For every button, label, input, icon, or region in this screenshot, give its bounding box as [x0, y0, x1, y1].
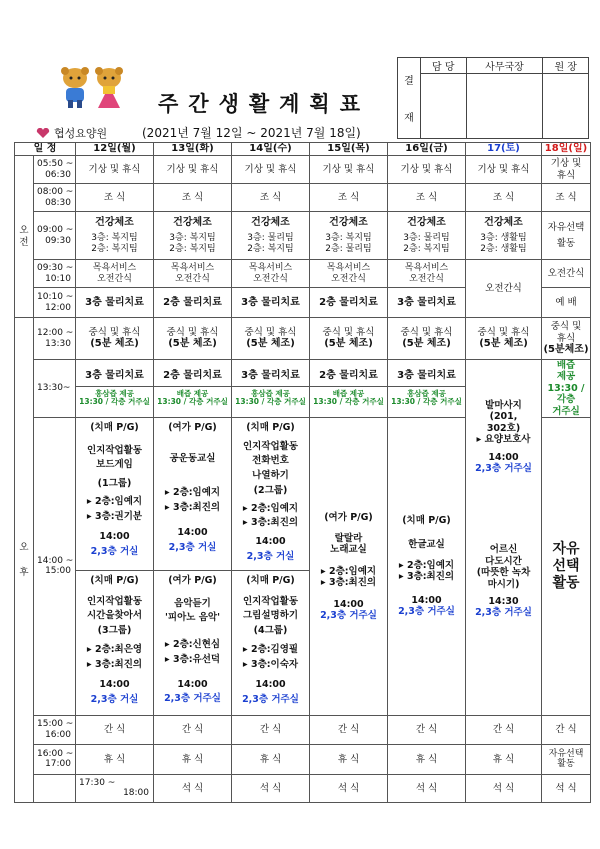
mascot-icon [92, 66, 126, 110]
lunch-line: 중식 및 휴식 [322, 326, 375, 338]
snack-cell: 간 식 [76, 715, 154, 744]
rest-cell: 휴 식 [76, 744, 154, 774]
wake-cell: 기상 및 휴식 [310, 156, 388, 184]
prog-line: (치매 P/G) [246, 574, 295, 586]
day-header: 15일(목) [310, 143, 388, 156]
sat-program-cell [466, 360, 542, 716]
meal-cell: 조 식 [154, 184, 232, 212]
rest-cell: 휴 식 [232, 744, 310, 774]
exercise-cell [232, 212, 310, 260]
prog-line: 14:00 [177, 678, 208, 690]
prog-line: 랄랄라 [334, 532, 363, 544]
prog-location: 2,3층 거주실 [475, 607, 532, 619]
time-start: 17:30 ~ [79, 777, 116, 788]
prog-line: 노래교실 [330, 544, 367, 556]
sign-box[interactable] [466, 74, 543, 139]
meal-cell: 조 식 [466, 184, 542, 212]
dinner-cell: 석 식 [466, 774, 542, 802]
prog-location: 2,3층 거주실 [475, 462, 532, 474]
sun-line: 선택 [552, 558, 580, 575]
exercise-team: 3층: 복지팀 [91, 232, 138, 243]
prog-line: 한글교실 [408, 538, 445, 550]
afternoon-pt-cell [154, 360, 232, 418]
prog-line: (2그룹) [253, 484, 288, 496]
prog-location: 2,3층 거실 [246, 550, 295, 562]
period: (2021년 7월 12일 ~ 2021년 7월 18일) [142, 126, 361, 140]
role-director: 원 장 [543, 58, 589, 74]
sun-line: 활동 [552, 574, 580, 591]
juice-line: 13:30 / 각층 거주실 [235, 397, 306, 407]
juice-line: 13:30 / 각층 거주실 [391, 397, 462, 407]
exercise-team: 3층: 물리팀 [247, 232, 294, 243]
role-secretary: 사무국장 [466, 58, 543, 74]
sun-line: 휴식 [556, 169, 576, 181]
exercise-team: 3층: 생활팀 [480, 232, 527, 243]
exercise-title: 건강체조 [329, 216, 368, 228]
row-wake [15, 156, 591, 184]
period-am [15, 156, 34, 318]
exercise-team: 3층: 복지팀 [169, 232, 216, 243]
prog-line: (1그룹) [97, 478, 132, 490]
prog-line: ▸ 3층:유선덕 [164, 653, 221, 665]
lunch-exercise: (5분 체조) [402, 338, 451, 350]
time-start: 09:30 ~ [37, 262, 74, 273]
prog-line: ▸ 3층:최진의 [320, 577, 377, 589]
sun-line: 제공 [556, 371, 576, 383]
exercise-title: 건강체조 [484, 216, 523, 228]
snack-cell-sun: 간 식 [542, 715, 591, 744]
time-cell [34, 715, 76, 744]
wake-cell: 기상 및 휴식 [466, 156, 542, 184]
prog-line: ▸ 2층:임예지 [242, 502, 299, 514]
bath-cell [154, 260, 232, 288]
spacer [398, 87, 420, 109]
approval-box [397, 57, 589, 139]
time-end: 10:10 [45, 273, 71, 284]
bath-line: 목욕서비스 [404, 262, 449, 273]
sun-line: 활동 [557, 759, 575, 770]
meal-cell: 조 식 [232, 184, 310, 212]
time-start: 10:10 ~ [37, 291, 74, 302]
pt-label: 2층 물리치료 [310, 370, 387, 387]
prog-line: 전화번호 [252, 455, 289, 467]
sun-line: 중식 및 [550, 321, 582, 333]
row-dinner [15, 774, 591, 802]
prog-line: 14:00 [488, 451, 519, 463]
program-bottom [154, 571, 231, 707]
page-title: 주간생활계획표 [158, 92, 371, 116]
prog-line: ▸ 3층:최진의 [86, 658, 143, 670]
sun-line: 기상 및 [550, 158, 582, 170]
row-rest [15, 744, 591, 774]
lunch-line: 중식 및 휴식 [400, 326, 453, 338]
dinner-cell: 석 식 [310, 774, 388, 802]
time-cell [34, 288, 76, 318]
prog-line: '피아노 음악' [164, 612, 220, 624]
prog-line: 음악듣기 [174, 597, 211, 609]
prog-line: (치매 P/G) [90, 421, 139, 433]
exercise-cell [154, 212, 232, 260]
sun-line: 자유선택 [548, 748, 584, 759]
time-start: 15:00 ~ [37, 719, 74, 730]
time-end: 16:00 [45, 729, 71, 740]
time-start: 08:00 ~ [37, 186, 74, 197]
snack-line: 오전간식 [331, 273, 366, 284]
dinner-cell: 석 식 [388, 774, 466, 802]
prog-line: ▸ 3층:이숙자 [242, 658, 299, 670]
prog-line: (여가 P/G) [324, 511, 373, 523]
day-header: 14일(수) [232, 143, 310, 156]
bath-line: 목욕서비스 [326, 262, 371, 273]
sign-box[interactable] [543, 74, 589, 139]
header-row [15, 143, 591, 156]
time-cell [34, 744, 76, 774]
bath-line: 목욕서비스 [248, 262, 293, 273]
bath-line: 목욕서비스 [170, 262, 215, 273]
exercise-title: 건강체조 [407, 216, 446, 228]
prog-location: 2,3층 거주실 [320, 609, 377, 621]
prog-line: (4그룹) [253, 625, 288, 637]
sun-line: 자유선택 [547, 222, 585, 234]
exercise-title: 건강체조 [95, 216, 134, 228]
exercise-cell [466, 212, 542, 260]
juice-line: 흥삼즙 제공 [251, 388, 290, 398]
worship-cell: 예 배 [542, 288, 591, 318]
prog-line: 시간을찾아서 [86, 610, 143, 622]
prog-line: 발마사지 [485, 400, 522, 411]
lunch-exercise: (5분 체조) [324, 338, 373, 350]
approval-side-1: 결 [404, 76, 414, 87]
program-top [232, 418, 309, 571]
program-cell-mon [76, 417, 154, 715]
time-end: 08:30 [45, 197, 71, 208]
sat-snack-cell: 오전간식 [466, 260, 542, 318]
snack-cell: 간 식 [310, 715, 388, 744]
mascot-icon [58, 66, 92, 110]
snack-cell: 간 식 [232, 715, 310, 744]
schedule-header: 일 정 [15, 143, 76, 156]
wake-cell: 기상 및 휴식 [76, 156, 154, 184]
meal-cell: 조 식 [388, 184, 466, 212]
day-header: 12일(월) [76, 143, 154, 156]
exercise-team: 2층: 물리팀 [325, 243, 372, 254]
prog-line: 어르신 [489, 544, 518, 556]
prog-line: 14:00 [255, 679, 286, 691]
pt-label: 2층 물리치료 [154, 370, 231, 387]
lunch-line: 중식 및 휴식 [244, 326, 297, 338]
dinner-cell: 석 식 [542, 774, 591, 802]
sun-line: 각층 [556, 394, 576, 406]
time-cell [34, 318, 76, 360]
sun-line: 배즙 [556, 360, 576, 371]
prog-line: ▸ 2층:김영필 [242, 643, 299, 655]
prog-line: 14:00 [177, 526, 208, 538]
wake-cell: 기상 및 휴식 [388, 156, 466, 184]
prog-line: 302호) [486, 422, 521, 434]
prog-line: 나열하기 [252, 470, 289, 482]
pt-cell: 3층 물리치료 [388, 288, 466, 318]
prog-line: 인지작업활동 [242, 595, 299, 607]
exercise-team: 2층: 복지팀 [169, 243, 216, 254]
time-end: 06:30 [45, 169, 71, 180]
time-start: 14:00 ~ [37, 555, 74, 566]
prog-line: (201, [489, 411, 518, 423]
prog-line: (치매 P/G) [90, 574, 139, 586]
pt-cell: 3층 물리치료 [76, 288, 154, 318]
sun-line: 거주실 [552, 405, 580, 417]
rest-cell-sun [542, 744, 591, 774]
time-cell [34, 260, 76, 288]
prog-line: 마시기) [487, 578, 520, 590]
period-blank [34, 774, 76, 802]
time-start: 12:00 ~ [37, 327, 74, 338]
meal-cell: 조 식 [310, 184, 388, 212]
exercise-cell [76, 212, 154, 260]
sun-line: 13:30 / [547, 382, 585, 394]
exercise-team: 2층: 생활팀 [480, 243, 527, 254]
prog-location: 2,3층 거실 [90, 693, 139, 705]
pt-label: 3층 물리치료 [76, 370, 153, 387]
meal-cell: 조 식 [542, 184, 591, 212]
day-header-sat: 17(토) [466, 143, 542, 156]
schedule-table [14, 142, 591, 803]
prog-line: 인지작업활동 [242, 440, 299, 452]
role-manager: 담 당 [421, 58, 467, 74]
bath-cell [76, 260, 154, 288]
lunch-cell [232, 318, 310, 360]
org-label: 협성요양원 [54, 127, 108, 140]
snack-line: 오전간식 [409, 273, 444, 284]
prog-line: 14:00 [99, 679, 130, 691]
prog-line: (따뜻한 녹차 [476, 567, 531, 579]
rest-cell: 휴 식 [310, 744, 388, 774]
exercise-team: 2층: 복지팀 [91, 243, 138, 254]
period-am-2: 전 [19, 236, 29, 248]
rest-cell: 휴 식 [154, 744, 232, 774]
time-cell [34, 184, 76, 212]
juice-line: 흥삼즙 제공 [95, 388, 134, 398]
afternoon-pt-cell [232, 360, 310, 418]
wake-cell-sun [542, 156, 591, 184]
program-cell-sun [542, 417, 591, 715]
row-lunch [15, 318, 591, 360]
row-snack [15, 715, 591, 744]
juice-line: 흥삼즙 제공 [407, 388, 446, 398]
time-cell [76, 774, 154, 802]
program-top [154, 418, 231, 571]
lunch-line: 중식 및 휴식 [88, 326, 141, 338]
time-start: 05:50 ~ [37, 158, 74, 169]
prog-line: ▸ 2층:신현심 [164, 639, 221, 651]
prog-line: 인지작업활동 [86, 444, 143, 456]
lunch-cell-sun [542, 318, 591, 360]
pt-label: 3층 물리치료 [232, 370, 309, 387]
row-afternoon-pt [15, 360, 591, 418]
prog-line: 14:00 [99, 531, 130, 543]
sun-line: 휴식 [556, 332, 576, 344]
snack-cell: 간 식 [154, 715, 232, 744]
juice-line: 배즙 제공 [176, 388, 209, 398]
juice-line: 배즙 제공 [332, 388, 365, 398]
sun-line: 자유 [552, 541, 580, 558]
juice-line: 13:30 / 각층 거주실 [313, 397, 384, 407]
day-header: 13일(화) [154, 143, 232, 156]
program-cell-thu [310, 417, 388, 715]
lunch-exercise: (5분 체조) [479, 338, 528, 350]
lunch-cell [388, 318, 466, 360]
lunch-line: 중식 및 휴식 [477, 326, 530, 338]
lunch-exercise: (5분 체조) [90, 338, 139, 350]
rest-cell: 휴 식 [388, 744, 466, 774]
approval-side-2: 재 [404, 113, 414, 124]
exercise-cell-sun [542, 212, 591, 260]
sun-juice-cell [542, 360, 591, 418]
afternoon-pt-cell [310, 360, 388, 418]
prog-line: ▸ 요양보호사 [476, 434, 531, 446]
prog-line: 보드게임 [96, 459, 133, 471]
snack-cell: 간 식 [466, 715, 542, 744]
lunch-cell [76, 318, 154, 360]
juice-line: 13:30 / 각층 거주실 [157, 397, 228, 407]
pt-label: 3층 물리치료 [388, 370, 465, 387]
row-breakfast [15, 184, 591, 212]
time-end: 17:00 [45, 759, 71, 770]
prog-line: 그림설명하기 [242, 610, 299, 622]
prog-location: 2,3층 거주실 [398, 606, 455, 618]
sun-line: 활동 [556, 237, 576, 249]
pt-cell: 2층 물리치료 [310, 288, 388, 318]
period-am-1: 오 [19, 225, 29, 237]
program-cell-wed [232, 417, 310, 715]
lunch-cell [154, 318, 232, 360]
time-cell [34, 417, 76, 715]
prog-line: (치매 P/G) [246, 421, 295, 433]
prog-line: ▸ 3층:최진의 [164, 502, 221, 514]
exercise-cell [310, 212, 388, 260]
afternoon-pt-cell [76, 360, 154, 418]
program-cell-fri [388, 417, 466, 715]
dinner-cell: 석 식 [232, 774, 310, 802]
prog-line: 14:30 [488, 595, 519, 607]
snack-cell: 간 식 [388, 715, 466, 744]
prog-line: 인지작업활동 [86, 595, 143, 607]
day-header-sun: 18일(일) [542, 143, 591, 156]
heart-home-icon [36, 128, 50, 139]
prog-line: 공운동교실 [169, 452, 216, 464]
bath-line: 목욕서비스 [92, 262, 137, 273]
time-end: 12:00 [45, 302, 71, 313]
bath-cell [388, 260, 466, 288]
time-cell [34, 156, 76, 184]
wake-cell: 기상 및 휴식 [232, 156, 310, 184]
lunch-exercise: (5분 체조) [168, 338, 217, 350]
meal-cell: 조 식 [76, 184, 154, 212]
lunch-line: 중식 및 휴식 [166, 326, 219, 338]
pt-cell: 3층 물리치료 [232, 288, 310, 318]
prog-line: 14:00 [333, 598, 364, 610]
exercise-title: 건강체조 [173, 216, 212, 228]
bath-cell [232, 260, 310, 288]
snack-line: 오전간식 [175, 273, 210, 284]
prog-line: ▸ 3층:최진의 [242, 517, 299, 529]
exercise-team: 3층: 복지팀 [325, 232, 372, 243]
prog-location: 2,3층 거실 [168, 541, 217, 553]
snack-line: 오전간식 [97, 273, 132, 284]
sun-line: (5분체조) [543, 343, 589, 355]
sun-snack-cell: 오전간식 [542, 260, 591, 288]
time-start: 09:00 ~ [37, 224, 74, 235]
time-start: 16:00 ~ [37, 748, 74, 759]
prog-line: ▸ 2층:임예지 [320, 565, 377, 577]
row-exercise [15, 212, 591, 260]
prog-line: (치매 P/G) [402, 515, 451, 527]
prog-line: ▸ 2층:최은영 [86, 643, 143, 655]
lunch-cell [466, 318, 542, 360]
bath-cell [310, 260, 388, 288]
prog-line: 14:00 [255, 535, 286, 547]
exercise-team: 2층: 복지팀 [403, 243, 450, 254]
prog-line: ▸ 2층:임예지 [398, 560, 455, 572]
prog-line: 14:00 [411, 594, 442, 606]
prog-line: (여가 P/G) [168, 574, 217, 586]
sign-box[interactable] [421, 74, 467, 139]
time-end: 13:30 [45, 338, 71, 349]
prog-line: (여가 P/G) [168, 421, 217, 433]
prog-line: ▸ 3층:최진의 [398, 571, 455, 583]
exercise-team: 2층: 복지팀 [247, 243, 294, 254]
lunch-cell [310, 318, 388, 360]
time-end: 18:00 [123, 788, 149, 799]
prog-line: (3그룹) [97, 625, 132, 637]
exercise-cell [388, 212, 466, 260]
exercise-team: 3층: 물리팀 [403, 232, 450, 243]
snack-line: 오전간식 [253, 273, 288, 284]
period-pm-1: 오 [19, 541, 29, 553]
program-top [76, 418, 153, 571]
lunch-exercise: (5분 체조) [246, 338, 295, 350]
wake-cell: 기상 및 휴식 [154, 156, 232, 184]
afternoon-pt-cell [388, 360, 466, 418]
exercise-title: 건강체조 [251, 216, 290, 228]
prog-line: ▸ 2층:임예지 [164, 487, 221, 499]
approval-side [398, 58, 421, 139]
juice-line: 13:30 / 각층 거주실 [79, 397, 150, 407]
program-bottom [76, 571, 153, 708]
pt-cell: 2층 물리치료 [154, 288, 232, 318]
dinner-cell: 석 식 [154, 774, 232, 802]
program-cell-tue [154, 417, 232, 715]
row-bath [15, 260, 591, 288]
time-cell [34, 212, 76, 260]
prog-location: 2,3층 거실 [90, 545, 139, 557]
program-bottom [232, 571, 309, 708]
prog-line: 다도시간 [485, 555, 522, 567]
org-name [36, 125, 107, 141]
day-header: 16일(금) [388, 143, 466, 156]
prog-line: ▸ 3층:권기분 [86, 510, 143, 522]
time-end: 09:30 [45, 235, 71, 246]
prog-location: 2,3층 거주실 [242, 693, 299, 705]
period-pm-2: 후 [19, 566, 29, 578]
time-end: 15:00 [45, 566, 71, 577]
rest-cell: 휴 식 [466, 744, 542, 774]
header [0, 0, 600, 145]
time-cell: 13:30~ [34, 360, 76, 418]
prog-location: 2,3층 거주실 [164, 693, 221, 705]
period-pm [15, 318, 34, 803]
prog-line: ▸ 2층:임예지 [86, 495, 143, 507]
